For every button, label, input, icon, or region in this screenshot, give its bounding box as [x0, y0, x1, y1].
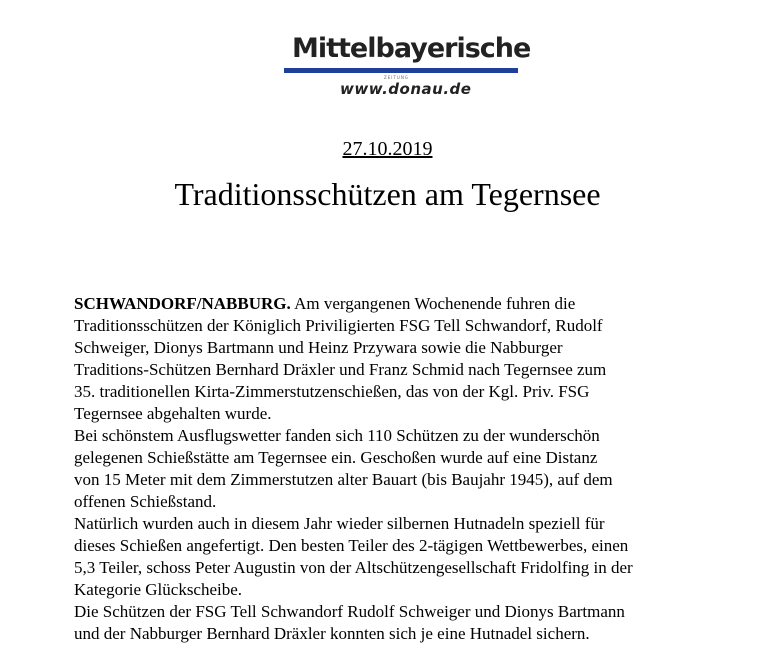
article-line: offenen Schießstand.: [74, 492, 217, 511]
article-line: Kategorie Glückscheibe.: [74, 580, 243, 599]
article-line: und der Nabburger Bernhard Dräxler konnten sich je eine Hutnadel sichern.: [74, 624, 590, 643]
brand-url: www.donau.de: [340, 80, 472, 98]
article-line: Tegernsee abgehalten wurde.: [74, 404, 272, 423]
article-line: gelegenen Schießstätte am Tegernsee ein. Geschoßen wurde auf eine Distanz: [74, 448, 598, 467]
article-line: Schweiger, Dionys Bartmann und Heinz Przywara sowie die Nabburger: [74, 338, 563, 357]
article-line: 35. traditionellen Kirta-Zimmerstutzenschießen, das von der Kgl. Priv. FSG: [74, 382, 590, 401]
article-line: dieses Schießen angefertigt. Den besten Teiler des 2-tägigen Wettbewerbes, einen: [74, 536, 629, 555]
article-body: [74, 293, 714, 645]
article-line-text: Am vergangenen Wochenende fuhren die: [290, 294, 576, 313]
article-line: 5,3 Teiler, schoss Peter Augustin von der Altschützengesellschaft Fridolfing in der: [74, 558, 633, 577]
brand-bar: [284, 68, 518, 73]
article-line: Die Schützen der FSG Tell Schwandorf Rudolf Schweiger und Dionys Bartmann: [74, 602, 625, 621]
article-line: Bei schönstem Ausflugswetter fanden sich 110 Schützen zu der wunderschön: [74, 426, 600, 445]
article-line: Natürlich wurden auch in diesem Jahr wieder silbernen Hutnadeln speziell für: [74, 514, 605, 533]
article-line: [74, 293, 714, 315]
article-title: Traditionsschützen am Tegernsee: [174, 176, 601, 212]
article-line: Traditions-Schützen Bernhard Dräxler und Franz Schmid nach Tegernsee zum: [74, 360, 607, 379]
article-date: 27.10.2019: [342, 138, 433, 160]
article-dateline: SCHWANDORF/NABBURG.: [74, 294, 291, 313]
article-line: Traditionsschützen der Königlich Priviligierten FSG Tell Schwandorf, Rudolf: [74, 316, 603, 335]
brand-subline: ZEITUNG: [384, 75, 409, 80]
brand-name: Mittelbayerische: [292, 33, 531, 64]
article-line: von 15 Meter mit dem Zimmerstutzen alter Bauart (bis Baujahr 1945), auf dem: [74, 470, 613, 489]
masthead-logo: [280, 30, 531, 100]
